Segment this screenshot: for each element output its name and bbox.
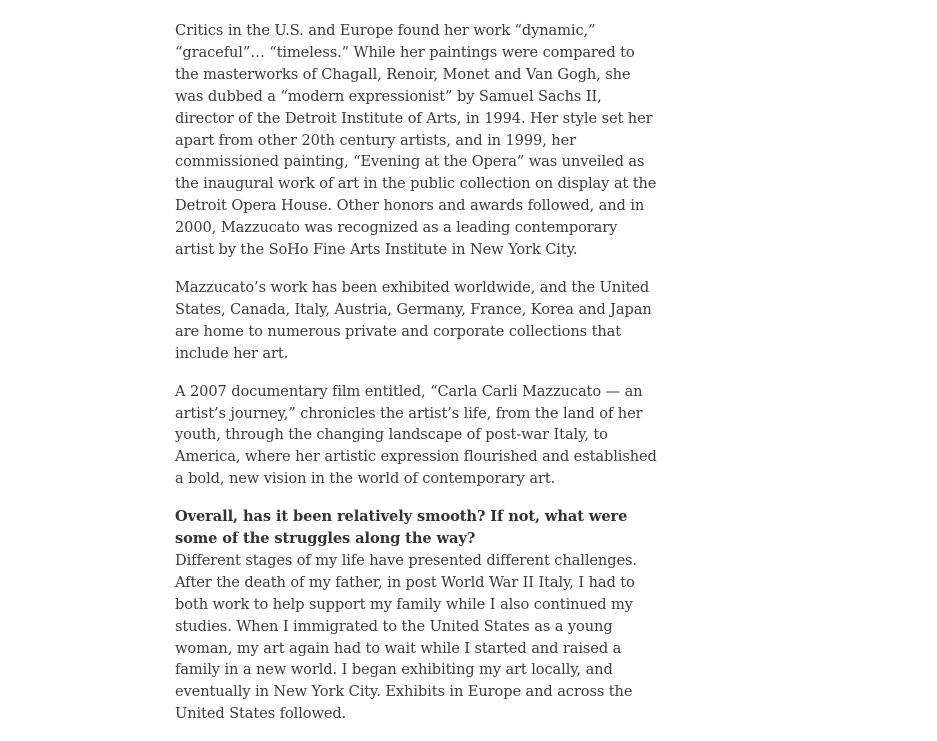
article-paragraph: A 2007 documentary film entitled, “Carla Carli Mazzucato — an artist’s journey,” chronicles the artist’s life, from the land of her youth, through the changing landscape of post-war Italy, to America, where her artistic expression flourished and established a bold, new vision in the world of contemporary art. xyxy=(175,382,657,488)
interview-question: Overall, has it been relatively smooth? If not, what were some of the struggles along the way? xyxy=(175,508,628,548)
article-body xyxy=(175,20,657,741)
interview-answer: Different stages of my life have presented different challenges. After the death of my father, in post World War II Italy, I had to both work to help support my family while I also continued my studies. When I immigrated to the United States as a young woman, my art again had to wait while I started and raised a family in a new world. I began exhibiting my art locally, and eventually in New York City. Exhibits in Europe and across the United States followed. xyxy=(175,551,637,723)
article-paragraph: Mazzucato’s work has been exhibited worldwide, and the United States, Canada, Italy, Austria, Germany, France, Korea and Japan are home to numerous private and corporate collections that include her art. xyxy=(175,278,652,362)
article-paragraph: Critics in the U.S. and Europe found her work “dynamic,” “graceful”… “timeless.” While her paintings were compared to the masterworks of Chagall, Renoir, Monet and Van Gogh, she was dubbed a “modern expressionist” by Samuel Sachs II, director of the Detroit Institute of Arts, in 1994. Her style set her apart from other 20th century artists, and in 1999, her commissioned painting, “Evening at the Opera” was unveiled as the inaugural work of art in the public collection on display at the Detroit Opera House. Other honors and awards followed, and in 2000, Mazzucato was recognized as a leading contemporary artist by the SoHo Fine Arts Institute in New York City. xyxy=(175,22,657,259)
interview-qa xyxy=(175,506,657,725)
